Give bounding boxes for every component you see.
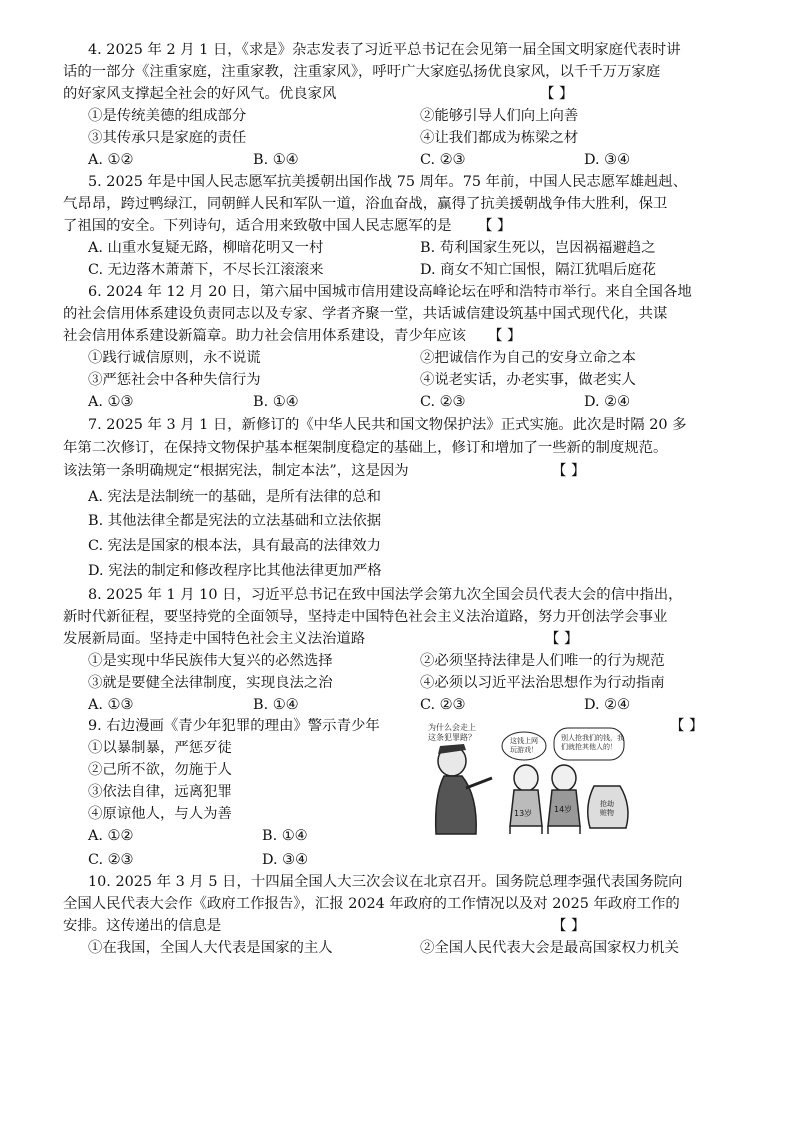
q5-stem-line-1: 5. 2025 年是中国人民志愿军抗美援朝出国作战 75 周年。75 年前，中国人民志愿军雄赳赳、 [88, 174, 688, 190]
q4-option-c[interactable]: C. ②③ [420, 152, 466, 168]
q5-stem-line-3: 了祖国的安全。下列诗句，适合用来致敬中国人民志愿军的是 [63, 218, 452, 234]
q8-stem-line-3: 发展新局面。坚持走中国特色社会主义法治道路 [63, 631, 366, 647]
q6-stem-line-3: 社会信用体系建设新篇章。助力社会信用体系建设，青少年应该 [63, 328, 466, 344]
q4-statement-3: ③其传承只是家庭的责任 [88, 130, 247, 146]
q7-answer-bracket[interactable]: 【 】 [552, 463, 586, 479]
q7-stem-line-2: 年第二次修订，在保持文物保护基本框架制度稳定的基础上，修订和增加了一些新的制度规范。 [63, 440, 668, 456]
q6-statement-3: ③严惩社会中各种失信行为 [88, 372, 261, 388]
q5-option-c[interactable]: C. 无边落木萧萧下，不尽长江滚滚来 [88, 262, 324, 278]
q5-option-d[interactable]: D. 商女不知亡国恨，隔江犹唱后庭花 [420, 262, 657, 278]
q5-option-b[interactable]: B. 苟利国家生死以，岂因祸福避趋之 [420, 240, 656, 256]
q9-option-b[interactable]: B. ①④ [262, 828, 308, 844]
q4-statement-1: ①是传统美德的组成部分 [88, 108, 247, 124]
q8-option-a[interactable]: A. ①③ [88, 697, 134, 713]
q8-option-c[interactable]: C. ②③ [420, 697, 466, 713]
q7-option-d[interactable]: D. 宪法的制定和修改程序比其他法律更加严格 [88, 563, 382, 579]
q7-stem-line-1: 7. 2025 年 3 月 1 日，新修订的《中华人民共和国文物保护法》正式实施。此次是时隔 20 多 [88, 417, 687, 433]
q9-statement-1: ①以暴制暴，严惩歹徒 [88, 740, 232, 756]
q10-stem-line-2: 全国人民代表大会作《政府工作报告》，汇报 2024 年政府的工作情况以及对 2025 年政府工作的 [63, 896, 680, 912]
q4-answer-bracket[interactable]: 【 】 [540, 86, 574, 102]
cartoon-question-text: 为什么会走上 这条犯罪路？ [428, 723, 476, 742]
q6-statement-2: ②把诚信作为自己的安身立命之本 [420, 350, 636, 366]
q7-stem-line-3: 该法第一条明确规定“根据宪法，制定本法”，这是因为 [63, 463, 409, 479]
cartoon-bubble-1: 这钱上网 玩游戏！ [510, 737, 538, 754]
q6-stem-line-2: 的社会信用体系建设负责同志以及专家、学者齐聚一堂，共话诚信建设筑基中国式现代化，共谋 [63, 306, 668, 322]
q10-stem-line-1: 10. 2025 年 3 月 5 日，十四届全国人大三次会议在北京召开。国务院总理李强代表国务院向 [88, 874, 683, 890]
cartoon-bag-label: 抢劫 赃物 [600, 800, 614, 817]
q10-statement-2: ②全国人民代表大会是最高国家权力机关 [420, 940, 680, 956]
q6-stem-line-1: 6. 2024 年 12 月 20 日，第六届中国城市信用建设高峰论坛在呼和浩特市举行。来自全国各地 [88, 284, 692, 300]
q8-option-b[interactable]: B. ①④ [253, 697, 299, 713]
cartoon-age-14: 14岁 [554, 805, 573, 814]
cartoon-bubble-2: 别人抢我们的钱，我 们就抢其他人的！ [561, 734, 624, 751]
q9-statement-4: ④原谅他人，与人为善 [88, 806, 232, 822]
q6-option-b[interactable]: B. ①④ [253, 394, 299, 410]
q8-statement-1: ①是实现中华民族伟大复兴的必然选择 [88, 653, 333, 669]
q5-option-a[interactable]: A. 山重水复疑无路，柳暗花明又一村 [88, 240, 324, 256]
q9-statement-3: ③依法自律，远离犯罪 [88, 784, 232, 800]
q6-option-d[interactable]: D. ②④ [584, 394, 630, 410]
q9-statement-2: ②己所不欲，勿施于人 [88, 762, 232, 778]
q4-stem-line-2: 话的一部分《注重家庭，注重家教，注重家风》，呼吁广大家庭弘扬优良家风，以千千万万家庭 [63, 64, 661, 80]
q4-option-a[interactable]: A. ①② [88, 152, 134, 168]
q10-answer-bracket[interactable]: 【 】 [552, 918, 586, 934]
q8-option-d[interactable]: D. ②④ [584, 697, 630, 713]
q4-statement-4: ④让我们都成为栋梁之材 [420, 130, 579, 146]
q8-statement-3: ③就是要健全法律制度，实现良法之治 [88, 675, 333, 691]
q6-option-a[interactable]: A. ①③ [88, 394, 134, 410]
q4-stem-line-3: 的好家风支撑起全社会的好风气。优良家风 [63, 86, 337, 102]
q6-answer-bracket[interactable]: 【 】 [488, 328, 522, 344]
q7-option-a[interactable]: A. 宪法是法制统一的基础，是所有法律的总和 [88, 489, 381, 505]
q4-stem-line-1: 4. 2025 年 2 月 1 日，《求是》杂志发表了习近平总书记在会见第一届全国文明家庭代表时讲 [88, 42, 681, 58]
q5-answer-bracket[interactable]: 【 】 [478, 218, 512, 234]
q9-answer-bracket[interactable]: 【 】 [670, 718, 704, 734]
q9-option-a[interactable]: A. ①② [88, 828, 134, 844]
q10-statement-1: ①在我国，全国人大代表是国家的主人 [88, 940, 333, 956]
q9-option-d[interactable]: D. ③④ [262, 852, 308, 868]
q6-statement-4: ④说老实话，办老实事，做老实人 [420, 372, 636, 388]
q4-option-b[interactable]: B. ①④ [253, 152, 299, 168]
q4-option-d[interactable]: D. ③④ [584, 152, 630, 168]
q6-statement-1: ①践行诚信原则，永不说谎 [88, 350, 261, 366]
q8-statement-2: ②必须坚持法律是人们唯一的行为规范 [420, 653, 665, 669]
q4-statement-2: ②能够引导人们向上向善 [420, 108, 579, 124]
q7-option-c[interactable]: C. 宪法是国家的根本法，具有最高的法律效力 [88, 538, 382, 554]
cartoon-age-13: 13岁 [514, 809, 533, 818]
q8-stem-line-2: 新时代新征程，要坚持党的全面领导，坚持走中国特色社会主义法治道路，努力开创法学会事业 [63, 609, 668, 625]
q9-option-c[interactable]: C. ②③ [88, 852, 134, 868]
q8-stem-line-1: 8. 2025 年 1 月 10 日，习近平总书记在致中国法学会第九次全国会员代表大会的信中指出， [88, 587, 683, 603]
q9-stem: 9. 右边漫画《青少年犯罪的理由》警示青少年 [88, 718, 380, 734]
q10-stem-line-3: 安排。这传递出的信息是 [63, 918, 222, 934]
q8-answer-bracket[interactable]: 【 】 [545, 631, 579, 647]
q8-statement-4: ④必须以习近平法治思想作为行动指南 [420, 675, 665, 691]
q6-option-c[interactable]: C. ②③ [420, 394, 466, 410]
cartoon-youth-crime-image [414, 716, 636, 840]
q5-stem-line-2: 气昂昂，跨过鸭绿江，同朝鲜人民和军队一道，浴血奋战，赢得了抗美援朝战争伟大胜利，保卫 [63, 196, 668, 212]
q7-option-b[interactable]: B. 其他法律全都是宪法的立法基础和立法依据 [88, 513, 382, 529]
